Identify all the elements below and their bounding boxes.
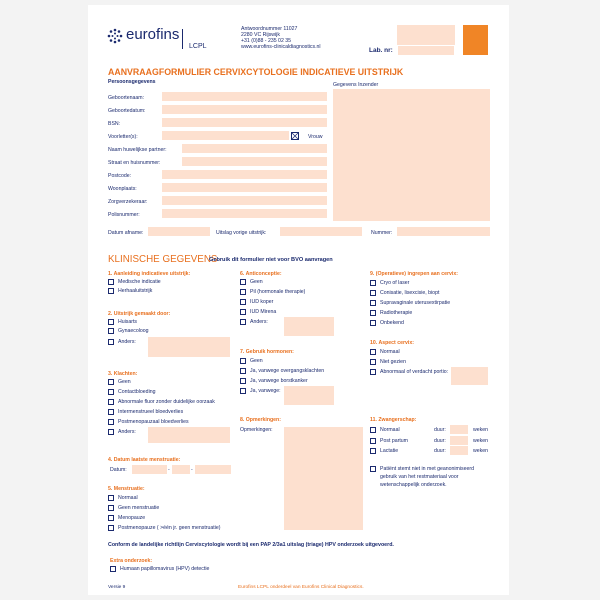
s2-label-0: Huisarts bbox=[118, 319, 138, 325]
naam-partner-field[interactable] bbox=[182, 144, 327, 153]
s4-dash-2: - bbox=[191, 467, 193, 473]
consent-checkbox[interactable] bbox=[370, 466, 376, 472]
s6-label-3: IUD Mirena bbox=[250, 309, 277, 315]
zorgverzekeraar-field[interactable] bbox=[162, 196, 327, 205]
s3-checkbox-1[interactable] bbox=[108, 389, 114, 395]
s6-label-4: Anders: bbox=[250, 319, 268, 325]
s3-anders-field[interactable] bbox=[148, 427, 230, 443]
s4-datum-label: Datum: bbox=[110, 467, 127, 473]
s11-weken-0: weken bbox=[473, 427, 488, 433]
voorletters-field[interactable] bbox=[162, 131, 289, 140]
consent-line-3: wetenschappelijk onderzoek. bbox=[380, 482, 447, 488]
datum-afname-field[interactable] bbox=[148, 227, 210, 236]
s11-duur-0: duur: bbox=[434, 427, 446, 433]
s6-anders-field[interactable] bbox=[284, 317, 334, 336]
s7-checkbox-1[interactable] bbox=[240, 368, 246, 374]
s6-checkbox-4[interactable] bbox=[240, 319, 246, 325]
inzender-field[interactable] bbox=[333, 89, 490, 221]
label-zorgverzekeraar: Zorgverzekeraar: bbox=[108, 199, 148, 205]
lab-nr-field[interactable] bbox=[398, 46, 454, 55]
s9-label-0: Cryo of laser bbox=[380, 280, 410, 286]
s3-label-1: Contactbloeding bbox=[118, 389, 156, 395]
footer-note: Eurofins LCPL onderdeel van Eurofins Clinical Diagnostics. bbox=[238, 585, 364, 590]
address-line-4: www.eurofins-clinicaldiagnostics.nl bbox=[241, 44, 321, 50]
s6-checkbox-2[interactable] bbox=[240, 299, 246, 305]
s9-checkbox-3[interactable] bbox=[370, 310, 376, 316]
label-geboortedatum: Geboortedatum: bbox=[108, 108, 146, 114]
label-bsn: BSN: bbox=[108, 121, 121, 127]
woonplaats-field[interactable] bbox=[162, 183, 327, 192]
postcode-field[interactable] bbox=[162, 170, 327, 179]
label-naam-partner: Naam huwelijkse partner: bbox=[108, 147, 167, 153]
s11-weken-1: weken bbox=[473, 438, 488, 444]
s3-title: 3. Klachten: bbox=[108, 371, 138, 377]
s3-checkbox-3[interactable] bbox=[108, 409, 114, 415]
s11-checkbox-1[interactable] bbox=[370, 438, 376, 444]
s10-checkbox-0[interactable] bbox=[370, 349, 376, 355]
klinisch-title: KLINISCHE GEGEVENS bbox=[108, 254, 218, 265]
s6-checkbox-1[interactable] bbox=[240, 289, 246, 295]
s10-title: 10. Aspect cervix: bbox=[370, 340, 414, 346]
polisnummer-field[interactable] bbox=[162, 209, 327, 218]
s11-checkbox-2[interactable] bbox=[370, 448, 376, 454]
s8-label: Opmerkingen: bbox=[240, 427, 273, 433]
s5-label-2: Menopauze bbox=[118, 515, 146, 521]
s1-label-0: Medische indicatie bbox=[118, 279, 161, 285]
s2-checkbox-1[interactable] bbox=[108, 328, 114, 334]
eurofins-logo bbox=[107, 28, 123, 44]
consent-line-1: Patiënt stemt niet in met geanonimiseerd bbox=[380, 466, 475, 472]
lcpl-label: LCPL bbox=[189, 43, 207, 50]
s10-label-0: Normaal bbox=[380, 349, 400, 355]
s3-label-4: Postmenopauzaal bloedverlies bbox=[118, 419, 189, 425]
s9-title: 9. (Operatieve) ingrepen aan cervix: bbox=[370, 271, 458, 277]
s11-label-0: Normaal bbox=[380, 427, 400, 433]
s1-checkbox-1[interactable] bbox=[108, 288, 114, 294]
s5-title: 5. Menstruatie: bbox=[108, 486, 145, 492]
orange-corner-block bbox=[463, 25, 488, 55]
geboortedatum-field[interactable] bbox=[162, 105, 327, 114]
s2-title: 2. Uitstrijk gemaakt door: bbox=[108, 311, 171, 317]
s6-label-2: IUD koper bbox=[250, 299, 274, 305]
logo-mark-icon bbox=[107, 28, 123, 44]
s3-checkbox-4[interactable] bbox=[108, 419, 114, 425]
cross-icon bbox=[291, 132, 299, 140]
s7-checkbox-0[interactable] bbox=[240, 358, 246, 364]
s2-checkbox-0[interactable] bbox=[108, 319, 114, 325]
s10-portio-field[interactable] bbox=[451, 367, 488, 385]
s6-label-0: Geen bbox=[250, 279, 263, 285]
address-line-1: Antwoordnummer 11027 bbox=[241, 26, 298, 32]
consent-line-2: gebruik van het restmateriaal voor bbox=[380, 474, 459, 480]
s10-label-1: Niet gezien bbox=[380, 359, 406, 365]
s7-label-2: Ja, vanwege borstkanker bbox=[250, 378, 308, 384]
bsn-field[interactable] bbox=[162, 118, 327, 127]
s10-checkbox-2[interactable] bbox=[370, 369, 376, 375]
s9-label-1: Conisatie, lisexcisie, biopt bbox=[380, 290, 440, 296]
s2-label-2: Anders: bbox=[118, 339, 136, 345]
label-vorige-uitstrijk: Uitslag vorige uitstrijk: bbox=[216, 230, 267, 236]
s11-title: 11. Zwangerschap: bbox=[370, 417, 417, 423]
s9-checkbox-0[interactable] bbox=[370, 280, 376, 286]
s5-checkbox-0[interactable] bbox=[108, 495, 114, 501]
s11-label-2: Lactatie bbox=[380, 448, 399, 454]
label-datum-afname: Datum afname: bbox=[108, 230, 144, 236]
s3-label-2: Abnormale fluor zonder duidelijke oorzaak bbox=[118, 399, 215, 405]
s10-checkbox-1[interactable] bbox=[370, 359, 376, 365]
s11-duur-field-0[interactable] bbox=[450, 425, 468, 434]
s5-label-3: Postmenopauze ( >één jr. geen menstruatie) bbox=[118, 525, 221, 531]
s6-checkbox-3[interactable] bbox=[240, 309, 246, 315]
s7-checkbox-3[interactable] bbox=[240, 388, 246, 394]
s11-duur-1: duur: bbox=[434, 438, 446, 444]
s1-title: 1. Aanleiding indicatieve uitstrijk: bbox=[108, 271, 191, 277]
s9-label-3: Radiotherapie bbox=[380, 310, 413, 316]
nummer-field[interactable] bbox=[397, 227, 490, 236]
s4-month-field[interactable] bbox=[172, 465, 190, 474]
s7-label-3: Ja, vanwege: bbox=[250, 388, 281, 394]
s9-checkbox-1[interactable] bbox=[370, 290, 376, 296]
footer-version: Versie 9 bbox=[108, 585, 126, 590]
s7-vanwege-field[interactable] bbox=[284, 386, 334, 405]
conform-text: Conform de landelijke richtlijn Cervixcytologie wordt bij een PAP 2/3a1 uitslag (triage) HPV onderzoek uitgevoerd. bbox=[108, 542, 394, 548]
s7-title: 7. Gebruik hormonen: bbox=[240, 349, 294, 355]
s11-duur-field-2[interactable] bbox=[450, 446, 468, 455]
s3-checkbox-5[interactable] bbox=[108, 429, 114, 435]
s3-label-0: Geen bbox=[118, 379, 131, 385]
s3-label-5: Anders: bbox=[118, 429, 136, 435]
address-line-3: +31 (0)88 - 235 02 35 bbox=[241, 38, 292, 44]
persons-heading: Persoonsgegevens bbox=[108, 79, 156, 85]
s4-dash-1: - bbox=[168, 467, 170, 473]
form-sheet bbox=[88, 5, 509, 595]
vorige-uitstrijk-field[interactable] bbox=[280, 227, 362, 236]
s10-label-2: Abnormaal of verdacht portio: bbox=[380, 369, 449, 375]
s5-checkbox-2[interactable] bbox=[108, 515, 114, 521]
label-straat: Straat en huisnummer: bbox=[108, 160, 161, 166]
s4-title: 4. Datum laatste menstruatie: bbox=[108, 457, 181, 463]
s5-checkbox-3[interactable] bbox=[108, 525, 114, 531]
s2-anders-field[interactable] bbox=[148, 337, 230, 357]
s2-checkbox-2[interactable] bbox=[108, 339, 114, 345]
form-title: AANVRAAGFORMULIER CERVIXCYTOLOGIE INDICATIEVE UITSTRIJK bbox=[108, 67, 404, 77]
s7-checkbox-2[interactable] bbox=[240, 378, 246, 384]
s7-label-0: Geen bbox=[250, 358, 263, 364]
lab-nr-top-field[interactable] bbox=[397, 25, 455, 45]
hpv-checkbox[interactable] bbox=[110, 566, 116, 572]
vrouw-checkbox[interactable] bbox=[291, 132, 299, 140]
label-woonplaats: Woonplaats: bbox=[108, 186, 137, 192]
s6-title: 6. Anticonceptie: bbox=[240, 271, 282, 277]
label-polisnummer: Polisnummer: bbox=[108, 212, 140, 218]
logo-divider bbox=[182, 29, 183, 49]
s4-day-field[interactable] bbox=[132, 465, 167, 474]
label-geboortenaam: Geboortenaam: bbox=[108, 95, 145, 101]
s9-label-2: Supravaginale uterusextirpatie bbox=[380, 300, 451, 306]
s1-label-1: Herhaaluitstrijk bbox=[118, 288, 153, 294]
s9-checkbox-2[interactable] bbox=[370, 300, 376, 306]
s9-checkbox-4[interactable] bbox=[370, 320, 376, 326]
logo-text: eurofins bbox=[126, 26, 180, 43]
label-nummer: Nummer: bbox=[371, 230, 393, 236]
opmerkingen-field[interactable] bbox=[284, 427, 363, 530]
label-vrouw: Vrouw bbox=[308, 134, 323, 140]
s5-label-1: Geen menstruatie bbox=[118, 505, 160, 511]
s3-label-3: Intermenstrueel bloedverlies bbox=[118, 409, 184, 415]
klinisch-subtitle: Gebruik dit formulier niet voor BVO aanvragen bbox=[209, 257, 333, 263]
s8-title: 8. Opmerkingen: bbox=[240, 417, 281, 423]
s4-year-field[interactable] bbox=[195, 465, 231, 474]
inzender-heading: Gegevens Inzender bbox=[333, 82, 379, 88]
s9-label-4: Onbekend bbox=[380, 320, 404, 326]
s11-checkbox-0[interactable] bbox=[370, 427, 376, 433]
s6-label-1: Pil (hormonale therapie) bbox=[250, 289, 306, 295]
s3-checkbox-2[interactable] bbox=[108, 399, 114, 405]
s11-weken-2: weken bbox=[473, 448, 488, 454]
s1-checkbox-0[interactable] bbox=[108, 279, 114, 285]
s6-checkbox-0[interactable] bbox=[240, 279, 246, 285]
extra-title: Extra onderzoek: bbox=[110, 558, 153, 564]
lab-nr-label: Lab. nr: bbox=[369, 47, 393, 54]
label-voorletters: Voorletter(s): bbox=[108, 134, 138, 140]
s11-duur-field-1[interactable] bbox=[450, 436, 468, 445]
label-postcode: Postcode: bbox=[108, 173, 132, 179]
s11-label-1: Post partum bbox=[380, 438, 408, 444]
s5-label-0: Normaal bbox=[118, 495, 138, 501]
s2-label-1: Gynaecoloog bbox=[118, 328, 149, 334]
geboortenaam-field[interactable] bbox=[162, 92, 327, 101]
s11-duur-2: duur: bbox=[434, 448, 446, 454]
s3-checkbox-0[interactable] bbox=[108, 379, 114, 385]
s5-checkbox-1[interactable] bbox=[108, 505, 114, 511]
address-line-2: 2280 VC Rijswijk bbox=[241, 32, 280, 38]
hpv-label: Humaan papillomavirus (HPV) detectie bbox=[120, 566, 210, 572]
straat-field[interactable] bbox=[182, 157, 327, 166]
s7-label-1: Ja, vanwege overgangsklachten bbox=[250, 368, 325, 374]
